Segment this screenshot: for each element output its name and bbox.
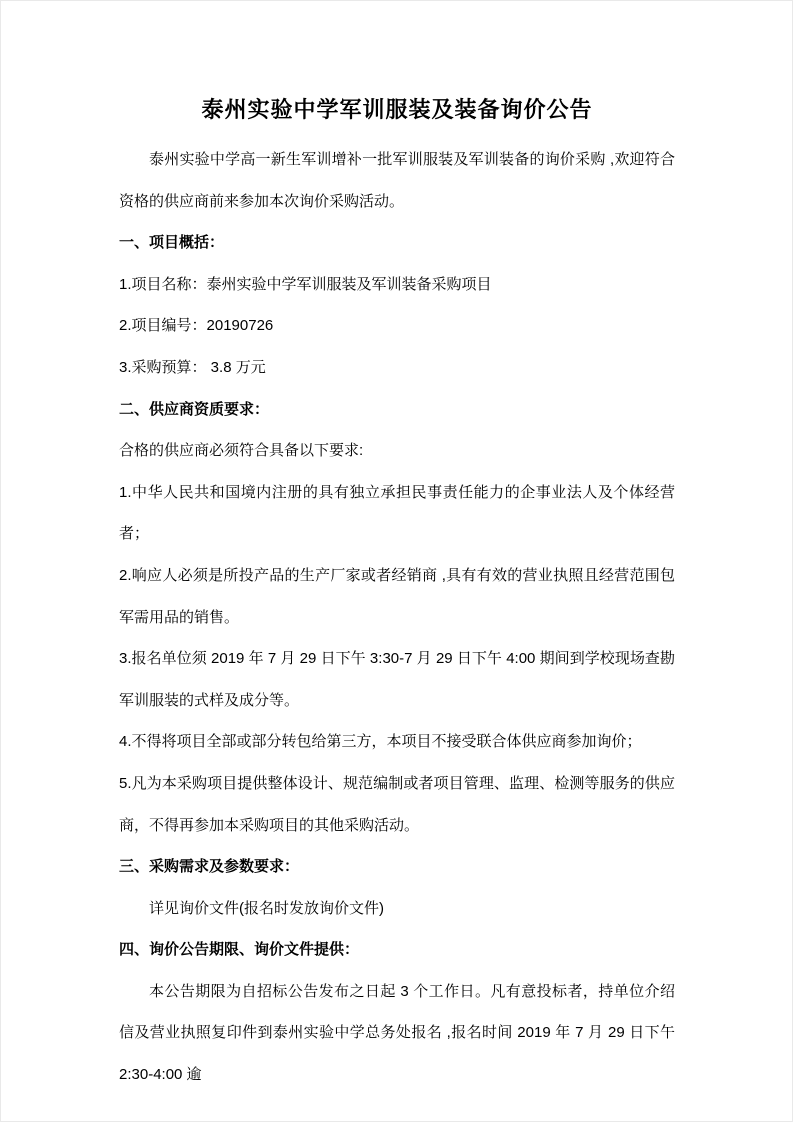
- paragraph: 1.项目名称：泰州实验中学军训服装及军训装备采购项目: [119, 275, 492, 293]
- paragraph: 3.报名单位须 2019 年 7 月 29 日下午 3:30-7 月 29 日下午 4:00 期间到学校现场查勘军训服装的式样及成分等。: [119, 650, 675, 709]
- document-title: 泰州实验中学军训服装及装备询价公告: [201, 97, 593, 122]
- paragraph: 合格的供应商必须符合具备以下要求:: [119, 442, 364, 460]
- section-heading: 一、项目概括：: [119, 234, 225, 252]
- paragraph: 3.采购预算： 3.8 万元: [119, 358, 266, 376]
- paragraph: 4.不得将项目全部或部分转包给第三方，本项目不接受联合体供应商参加询价；: [119, 733, 642, 751]
- document-body: [119, 139, 675, 1096]
- paragraph: 2.响应人必须是所投产品的生产厂家或者经销商 ,具有有效的营业执照且经营范围包军需用品的销售。: [119, 566, 675, 626]
- paragraph: 2.项目编号：20190726: [119, 317, 274, 335]
- paragraph: 1.中华人民共和国境内注册的具有独立承担民事责任能力的企事业法人及个体经营者；: [119, 483, 675, 543]
- paragraph: 详见询价文件(报名时发放询价文件): [149, 899, 384, 917]
- paragraph: 泰州实验中学高一新生军训增补一批军训服装及军训装备的询价采购 ,欢迎符合资格的供应商前来参加本次询价采购活动。: [119, 151, 675, 210]
- section-heading: 三、采购需求及参数要求：: [119, 858, 300, 876]
- paragraph: 5.凡为本采购项目提供整体设计、规范编制或者项目管理、监理、检测等服务的供应商，不得再参加本采购项目的其他采购活动。: [119, 774, 675, 834]
- section-heading: 二、供应商资质要求：: [119, 400, 270, 418]
- paragraph: 本公告期限为自招标公告发布之日起 3 个工作日。凡有意投标者，持单位介绍信及营业执照复印件到泰州实验中学总务处报名 ,报名时间 2019 年 7 月 29 日下午 2:30-4:00 逾: [119, 982, 675, 1084]
- section-heading: 四、询价公告期限、询价文件提供：: [119, 941, 360, 959]
